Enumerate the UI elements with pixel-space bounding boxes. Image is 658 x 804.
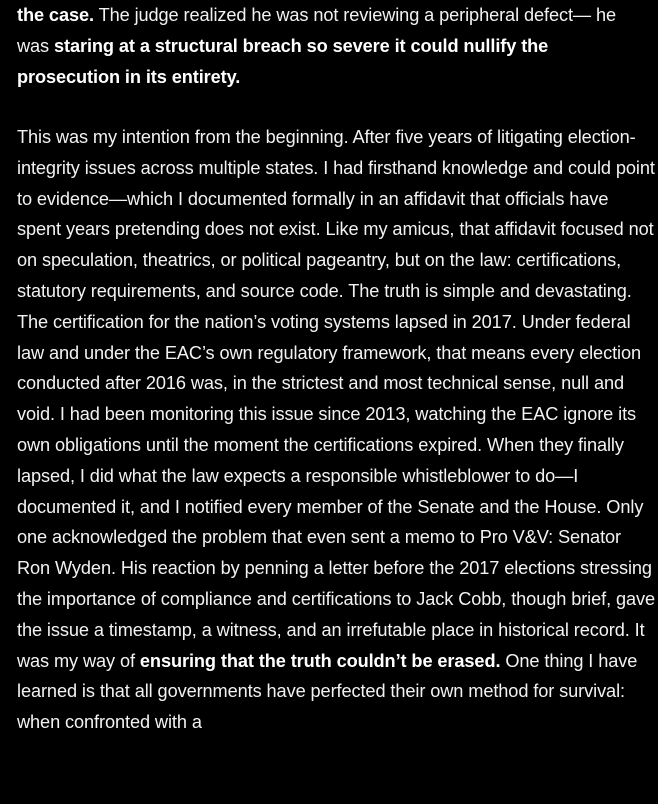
paragraph-2	[17, 122, 657, 738]
bold-phrase-structural-breach: staring at a structural breach so severe it could nullify the prosecution in its entirety.	[17, 35, 549, 87]
paragraph-2-text-main: This was my intention from the beginning. After five years of litigating election-integrity issues across multiple states. I had firsthand knowledge and could point to evidence—which I documented formally in an affidavit that officials have spent years pretending does not exist. Like my amicus, that affidavit focused not on speculation, theatrics, or political pageantry, but on the law: certifications, statutory requirements, and source code. The truth is simple and devastating. The certification for the nation’s voting systems lapsed in 2017. Under federal law and under the EAC’s own regulatory framework, that means every election conducted after 2016 was, in the strictest and most technical sense, null and void. I had been monitoring this issue since 2013, watching the EAC ignore its own obligations until the moment the certifications expired. When they finally lapsed, I did what the law expects a responsible whistleblower to do—I documented it, and I notified every member of the Senate and the House. Only one acknowledged the problem that even sent a memo to Pro V&V: Senator Ron Wyden. His reaction by penning a letter before the 2017 elections stressing the importance of compliance and certifications to Jack Cobb, though brief, gave the issue a timestamp, a witness, and an irrefutable place in historical record. It was my way of	[17, 127, 656, 671]
paragraph-1-text: The judge realized he was not reviewing a peripheral defect— he was	[17, 5, 616, 56]
paragraph-1	[17, 0, 649, 92]
paragraph-2-text-end: One thing I have learned is that all governments have perfected their own method for survival: when confronted with a	[17, 650, 638, 733]
bold-phrase-truth-erased: ensuring that the truth couldn’t be erased.	[139, 650, 501, 671]
bold-phrase-case: the case.	[17, 5, 94, 25]
